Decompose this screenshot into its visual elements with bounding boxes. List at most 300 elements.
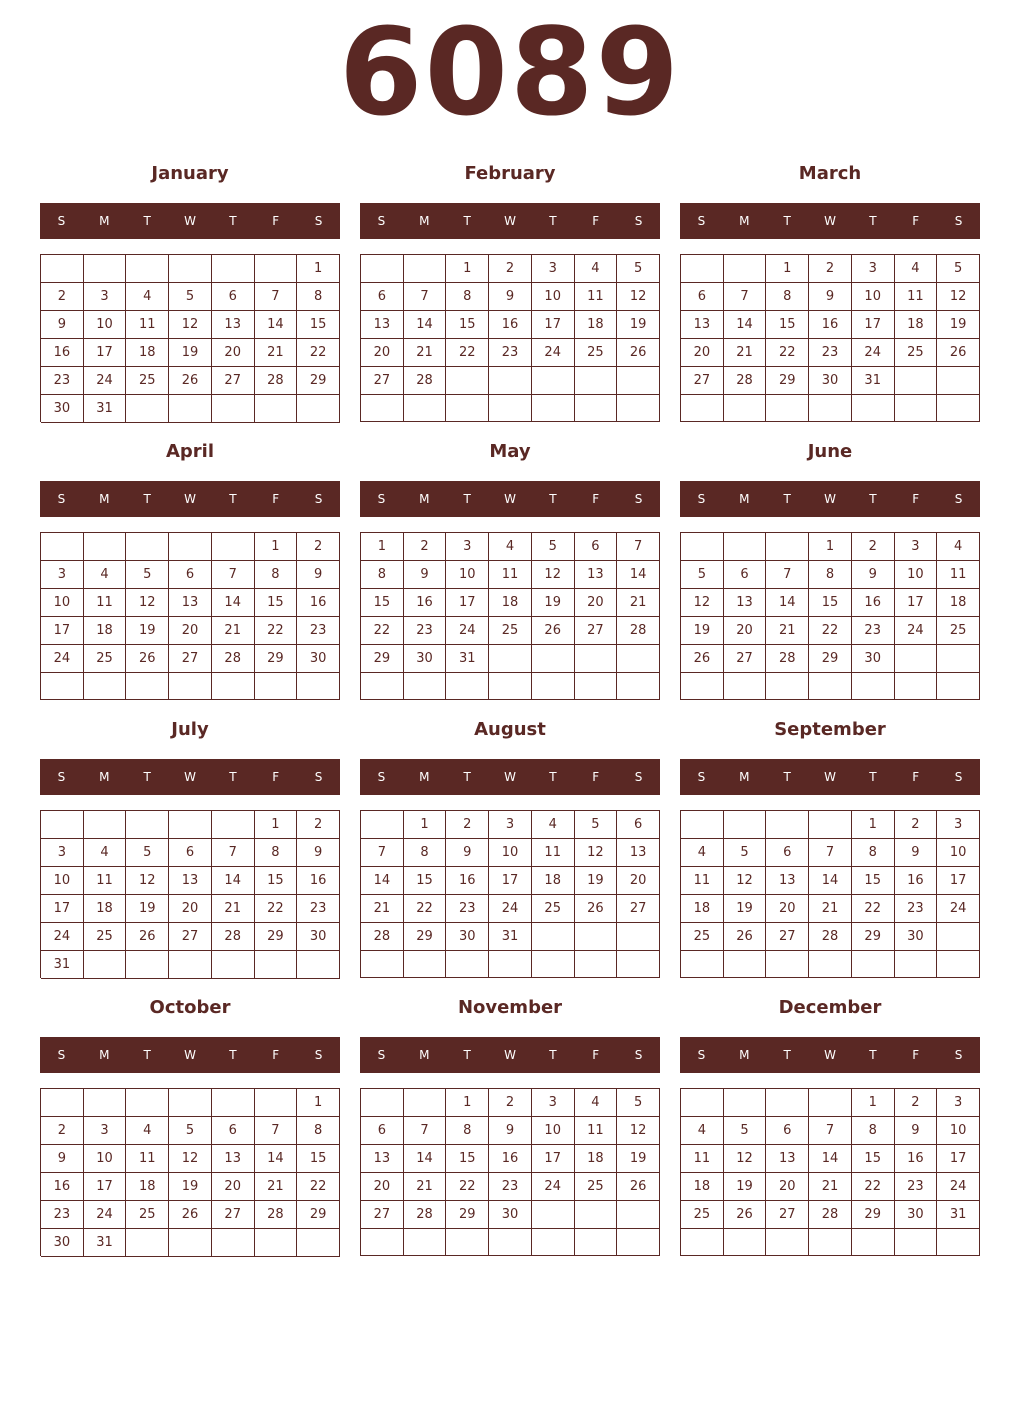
- day-cell: 25: [532, 895, 575, 923]
- day-cell: 3: [489, 811, 532, 839]
- empty-cell: [84, 951, 127, 979]
- day-cell: 26: [681, 645, 724, 673]
- day-cell: 5: [169, 1117, 212, 1145]
- weekday-label: F: [592, 770, 600, 784]
- day-cell: 23: [297, 895, 340, 923]
- weekday-header: [680, 1037, 980, 1073]
- day-cell: 8: [255, 561, 298, 589]
- day-cell: 5: [937, 255, 980, 283]
- empty-cell: [212, 1089, 255, 1117]
- weekday-label: F: [272, 492, 280, 506]
- empty-cell: [84, 673, 127, 700]
- day-cell: 18: [681, 895, 724, 923]
- day-cell: 15: [852, 1145, 895, 1173]
- day-cell: 17: [852, 311, 895, 339]
- day-cell: 15: [297, 311, 340, 339]
- day-cell: 30: [489, 1201, 532, 1229]
- empty-cell: [681, 255, 724, 283]
- day-cell: 21: [404, 1173, 447, 1201]
- day-cell: 27: [212, 1201, 255, 1229]
- day-cell: 9: [895, 1117, 938, 1145]
- day-cell: 11: [937, 561, 980, 589]
- day-cell: 19: [169, 339, 212, 367]
- empty-cell: [404, 255, 447, 283]
- day-cell: 4: [937, 533, 980, 561]
- day-cell: 1: [809, 533, 852, 561]
- day-cell: 30: [852, 645, 895, 673]
- day-cell: 28: [724, 367, 767, 395]
- day-cell: 5: [617, 1089, 660, 1117]
- weekday-label: W: [824, 214, 836, 228]
- weekday-label: S: [634, 1048, 643, 1062]
- day-cell: 25: [575, 1173, 618, 1201]
- day-cell: 31: [41, 951, 84, 979]
- day-cell: 14: [255, 1145, 298, 1173]
- empty-cell: [41, 255, 84, 283]
- day-cell: 16: [895, 1145, 938, 1173]
- day-cell: 4: [681, 1117, 724, 1145]
- day-cell: 7: [255, 1117, 298, 1145]
- day-cell: 10: [84, 1145, 127, 1173]
- day-cell: 22: [297, 1173, 340, 1201]
- weekday-label: S: [314, 492, 323, 506]
- day-cell: 21: [255, 1173, 298, 1201]
- empty-cell: [404, 1089, 447, 1117]
- day-cell: 30: [809, 367, 852, 395]
- day-cell: 8: [766, 283, 809, 311]
- day-cell: 18: [532, 867, 575, 895]
- empty-cell: [681, 1089, 724, 1117]
- weekday-label: W: [184, 214, 196, 228]
- weekday-label: F: [272, 1048, 280, 1062]
- empty-cell: [41, 811, 84, 839]
- weekday-label: W: [504, 1048, 516, 1062]
- weekday-label: T: [869, 492, 877, 506]
- day-cell: 13: [169, 589, 212, 617]
- weekday-label: S: [954, 770, 963, 784]
- day-cell: 8: [255, 839, 298, 867]
- day-cell: 21: [617, 589, 660, 617]
- empty-cell: [169, 1229, 212, 1257]
- empty-cell: [937, 673, 980, 700]
- day-cell: 21: [724, 339, 767, 367]
- day-cell: 22: [809, 617, 852, 645]
- day-cell: 25: [84, 923, 127, 951]
- day-cell: 1: [404, 811, 447, 839]
- day-cell: 19: [126, 895, 169, 923]
- weekday-label: W: [184, 770, 196, 784]
- day-grid: [40, 532, 340, 700]
- empty-cell: [404, 1229, 447, 1256]
- day-cell: 24: [84, 367, 127, 395]
- day-cell: 5: [617, 255, 660, 283]
- day-cell: 3: [41, 561, 84, 589]
- day-cell: 28: [404, 367, 447, 395]
- day-cell: 2: [41, 1117, 84, 1145]
- day-cell: 8: [809, 561, 852, 589]
- empty-cell: [617, 1201, 660, 1229]
- day-cell: 6: [681, 283, 724, 311]
- day-cell: 10: [41, 589, 84, 617]
- day-cell: 5: [681, 561, 724, 589]
- day-cell: 4: [126, 283, 169, 311]
- day-cell: 31: [937, 1201, 980, 1229]
- month-name: December: [778, 997, 882, 1018]
- weekday-label: F: [272, 770, 280, 784]
- empty-cell: [361, 951, 404, 978]
- weekday-label: S: [377, 1048, 386, 1062]
- day-cell: 11: [126, 1145, 169, 1173]
- empty-cell: [446, 395, 489, 422]
- empty-cell: [212, 811, 255, 839]
- day-cell: 6: [169, 561, 212, 589]
- day-cell: 23: [41, 367, 84, 395]
- day-cell: 20: [575, 589, 618, 617]
- month-name: January: [151, 163, 229, 184]
- day-cell: 23: [895, 1173, 938, 1201]
- day-cell: 8: [446, 1117, 489, 1145]
- day-cell: 18: [895, 311, 938, 339]
- month-name: September: [774, 719, 886, 740]
- day-cell: 11: [84, 867, 127, 895]
- empty-cell: [446, 951, 489, 978]
- day-cell: 26: [937, 339, 980, 367]
- empty-cell: [895, 645, 938, 673]
- weekday-header: [40, 759, 340, 795]
- empty-cell: [126, 673, 169, 700]
- day-cell: 14: [361, 867, 404, 895]
- day-cell: 3: [446, 533, 489, 561]
- weekday-label: M: [99, 492, 110, 506]
- empty-cell: [724, 1089, 767, 1117]
- day-cell: 9: [489, 283, 532, 311]
- empty-cell: [809, 811, 852, 839]
- empty-cell: [212, 533, 255, 561]
- day-cell: 12: [169, 311, 212, 339]
- day-cell: 3: [895, 533, 938, 561]
- day-cell: 12: [681, 589, 724, 617]
- day-cell: 9: [297, 561, 340, 589]
- day-cell: 2: [809, 255, 852, 283]
- empty-cell: [895, 951, 938, 978]
- empty-cell: [126, 1089, 169, 1117]
- day-cell: 11: [681, 1145, 724, 1173]
- day-cell: 18: [126, 1173, 169, 1201]
- empty-cell: [297, 395, 340, 423]
- day-cell: 15: [255, 589, 298, 617]
- day-cell: 12: [126, 589, 169, 617]
- weekday-label: W: [184, 492, 196, 506]
- weekday-label: W: [824, 1048, 836, 1062]
- day-cell: 2: [895, 1089, 938, 1117]
- empty-cell: [724, 255, 767, 283]
- weekday-label: M: [739, 492, 750, 506]
- empty-cell: [126, 1229, 169, 1257]
- empty-cell: [937, 951, 980, 978]
- day-cell: 15: [766, 311, 809, 339]
- day-cell: 25: [937, 617, 980, 645]
- empty-cell: [809, 395, 852, 422]
- weekday-label: T: [549, 770, 557, 784]
- weekday-label: F: [912, 214, 920, 228]
- empty-cell: [169, 811, 212, 839]
- day-cell: 21: [361, 895, 404, 923]
- weekday-label: T: [143, 214, 151, 228]
- day-cell: 24: [84, 1201, 127, 1229]
- day-cell: 29: [297, 367, 340, 395]
- weekday-label: F: [592, 492, 600, 506]
- empty-cell: [575, 673, 618, 700]
- empty-cell: [212, 951, 255, 979]
- weekday-header: [360, 481, 660, 517]
- day-cell: 7: [212, 561, 255, 589]
- empty-cell: [895, 673, 938, 700]
- day-cell: 1: [446, 255, 489, 283]
- day-grid: [40, 1088, 340, 1256]
- empty-cell: [489, 395, 532, 422]
- day-cell: 9: [809, 283, 852, 311]
- day-cell: 17: [84, 1173, 127, 1201]
- day-cell: 24: [937, 895, 980, 923]
- weekday-label: W: [504, 214, 516, 228]
- day-cell: 24: [532, 339, 575, 367]
- day-grid: [360, 532, 660, 700]
- day-cell: 29: [255, 923, 298, 951]
- weekday-label: S: [697, 770, 706, 784]
- day-cell: 12: [126, 867, 169, 895]
- day-cell: 22: [297, 339, 340, 367]
- weekday-label: S: [697, 492, 706, 506]
- empty-cell: [681, 673, 724, 700]
- day-cell: 16: [297, 867, 340, 895]
- day-cell: 10: [532, 283, 575, 311]
- day-cell: 17: [532, 1145, 575, 1173]
- empty-cell: [404, 673, 447, 700]
- day-cell: 3: [84, 283, 127, 311]
- empty-cell: [724, 951, 767, 978]
- day-cell: 24: [532, 1173, 575, 1201]
- day-cell: 25: [489, 617, 532, 645]
- day-cell: 13: [617, 839, 660, 867]
- day-cell: 4: [489, 533, 532, 561]
- empty-cell: [532, 645, 575, 673]
- weekday-label: S: [634, 214, 643, 228]
- weekday-label: S: [57, 1048, 66, 1062]
- day-cell: 23: [852, 617, 895, 645]
- day-cell: 17: [895, 589, 938, 617]
- empty-cell: [766, 1229, 809, 1256]
- weekday-label: T: [783, 492, 791, 506]
- empty-cell: [852, 951, 895, 978]
- empty-cell: [724, 533, 767, 561]
- day-cell: 17: [84, 339, 127, 367]
- weekday-label: S: [634, 770, 643, 784]
- day-cell: 24: [446, 617, 489, 645]
- empty-cell: [255, 255, 298, 283]
- day-cell: 27: [681, 367, 724, 395]
- day-cell: 2: [41, 283, 84, 311]
- month-name: August: [474, 719, 546, 740]
- day-cell: 23: [404, 617, 447, 645]
- day-cell: 12: [532, 561, 575, 589]
- weekday-header: [360, 759, 660, 795]
- day-cell: 26: [617, 1173, 660, 1201]
- day-cell: 7: [255, 283, 298, 311]
- day-cell: 25: [126, 367, 169, 395]
- day-cell: 14: [255, 311, 298, 339]
- day-cell: 7: [404, 1117, 447, 1145]
- day-cell: 15: [852, 867, 895, 895]
- day-cell: 12: [724, 1145, 767, 1173]
- empty-cell: [681, 951, 724, 978]
- month-name: October: [149, 997, 231, 1018]
- month-name: May: [489, 441, 531, 462]
- day-cell: 11: [489, 561, 532, 589]
- weekday-label: M: [419, 214, 430, 228]
- empty-cell: [84, 811, 127, 839]
- day-cell: 20: [766, 1173, 809, 1201]
- day-cell: 28: [212, 923, 255, 951]
- day-cell: 6: [361, 1117, 404, 1145]
- day-grid: [40, 810, 340, 978]
- day-cell: 17: [532, 311, 575, 339]
- empty-cell: [937, 645, 980, 673]
- day-cell: 17: [41, 895, 84, 923]
- weekday-label: M: [419, 770, 430, 784]
- day-cell: 1: [361, 533, 404, 561]
- day-cell: 16: [41, 1173, 84, 1201]
- day-cell: 3: [852, 255, 895, 283]
- weekday-label: S: [697, 214, 706, 228]
- day-cell: 17: [489, 867, 532, 895]
- day-cell: 18: [937, 589, 980, 617]
- weekday-label: M: [419, 1048, 430, 1062]
- empty-cell: [532, 367, 575, 395]
- day-cell: 14: [766, 589, 809, 617]
- day-cell: 29: [852, 1201, 895, 1229]
- empty-cell: [84, 255, 127, 283]
- day-cell: 30: [895, 1201, 938, 1229]
- day-cell: 21: [255, 339, 298, 367]
- empty-cell: [84, 533, 127, 561]
- empty-cell: [575, 1201, 618, 1229]
- day-cell: 4: [126, 1117, 169, 1145]
- day-cell: 14: [617, 561, 660, 589]
- day-cell: 20: [212, 1173, 255, 1201]
- day-cell: 7: [766, 561, 809, 589]
- day-cell: 30: [895, 923, 938, 951]
- weekday-header: [680, 203, 980, 239]
- day-cell: 18: [575, 311, 618, 339]
- day-cell: 4: [681, 839, 724, 867]
- day-cell: 14: [404, 1145, 447, 1173]
- day-cell: 15: [404, 867, 447, 895]
- day-cell: 9: [404, 561, 447, 589]
- day-cell: 1: [766, 255, 809, 283]
- empty-cell: [766, 673, 809, 700]
- weekday-label: S: [57, 492, 66, 506]
- weekday-label: T: [229, 492, 237, 506]
- month-name: June: [807, 441, 853, 462]
- day-cell: 14: [809, 1145, 852, 1173]
- day-cell: 23: [41, 1201, 84, 1229]
- day-cell: 27: [361, 367, 404, 395]
- empty-cell: [617, 951, 660, 978]
- day-cell: 26: [724, 1201, 767, 1229]
- weekday-label: T: [463, 492, 471, 506]
- day-cell: 29: [297, 1201, 340, 1229]
- day-cell: 26: [169, 1201, 212, 1229]
- day-cell: 1: [852, 1089, 895, 1117]
- day-grid: [360, 254, 660, 422]
- empty-cell: [724, 395, 767, 422]
- day-cell: 26: [126, 645, 169, 673]
- day-cell: 3: [41, 839, 84, 867]
- day-cell: 20: [617, 867, 660, 895]
- day-cell: 26: [724, 923, 767, 951]
- day-cell: 5: [126, 561, 169, 589]
- empty-cell: [169, 255, 212, 283]
- weekday-label: T: [463, 214, 471, 228]
- weekday-label: T: [783, 770, 791, 784]
- weekday-label: T: [869, 214, 877, 228]
- day-cell: 25: [895, 339, 938, 367]
- day-cell: 9: [852, 561, 895, 589]
- day-cell: 30: [297, 923, 340, 951]
- weekday-label: W: [824, 492, 836, 506]
- empty-cell: [575, 645, 618, 673]
- day-cell: 16: [489, 1145, 532, 1173]
- empty-cell: [404, 951, 447, 978]
- day-cell: 18: [489, 589, 532, 617]
- empty-cell: [126, 395, 169, 423]
- weekday-label: F: [272, 214, 280, 228]
- day-cell: 17: [937, 1145, 980, 1173]
- day-cell: 19: [724, 1173, 767, 1201]
- empty-cell: [489, 1229, 532, 1256]
- empty-cell: [766, 533, 809, 561]
- weekday-label: T: [143, 770, 151, 784]
- day-cell: 13: [212, 1145, 255, 1173]
- day-cell: 3: [84, 1117, 127, 1145]
- empty-cell: [937, 923, 980, 951]
- day-cell: 25: [126, 1201, 169, 1229]
- day-cell: 7: [404, 283, 447, 311]
- day-cell: 15: [446, 311, 489, 339]
- weekday-label: S: [954, 492, 963, 506]
- day-cell: 19: [681, 617, 724, 645]
- day-cell: 4: [84, 839, 127, 867]
- day-cell: 27: [724, 645, 767, 673]
- day-cell: 19: [532, 589, 575, 617]
- day-cell: 11: [575, 1117, 618, 1145]
- day-cell: 23: [489, 1173, 532, 1201]
- day-grid: [680, 254, 980, 422]
- empty-cell: [532, 923, 575, 951]
- day-cell: 29: [852, 923, 895, 951]
- weekday-label: T: [549, 492, 557, 506]
- day-cell: 10: [84, 311, 127, 339]
- empty-cell: [766, 811, 809, 839]
- day-cell: 4: [84, 561, 127, 589]
- day-cell: 9: [41, 311, 84, 339]
- empty-cell: [681, 811, 724, 839]
- day-cell: 7: [617, 533, 660, 561]
- day-cell: 24: [489, 895, 532, 923]
- day-cell: 16: [41, 339, 84, 367]
- day-cell: 20: [361, 339, 404, 367]
- empty-cell: [126, 811, 169, 839]
